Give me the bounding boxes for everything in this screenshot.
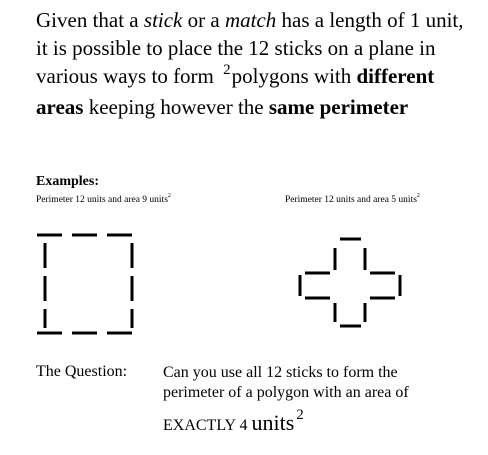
intro-text: polygons with [231, 64, 357, 88]
cross-figure [300, 239, 400, 326]
examples-heading: Examples: [36, 174, 99, 189]
units-superscript: 2 [296, 407, 304, 423]
units-word: units [251, 410, 295, 435]
question-line3 [163, 407, 463, 436]
intro-superscript: 2 [223, 62, 231, 78]
different-areas-bold: different areas [36, 64, 435, 119]
example2-caption-text: Perimeter 12 units and area 5 units [285, 195, 417, 205]
question-line1: Can you use all 12 sticks to form the [163, 364, 398, 381]
match-word: match [224, 8, 277, 32]
intro-text: keeping however the [83, 95, 269, 119]
question-line3-prefix: EXACTLY 4 [163, 417, 252, 434]
stick-word: stick [143, 8, 183, 32]
question-line2: perimeter of a polygon with an area of [163, 384, 409, 401]
question-label: The Question: [36, 363, 128, 380]
intro-text: or a [182, 8, 225, 32]
question-text [163, 363, 463, 436]
example1-caption-sup: 2 [167, 193, 171, 199]
example1-caption-text: Perimeter 12 units and area 9 units [36, 195, 168, 205]
intro-text: has a length of 1 unit, it is possible to place the 12 sticks on a plane in various ways to form [36, 8, 464, 88]
example2-caption-sup: 2 [416, 193, 420, 199]
square-figure [37, 235, 132, 333]
intro-text: Given that a [36, 8, 144, 32]
same-perimeter-bold: same perimeter [268, 95, 409, 119]
